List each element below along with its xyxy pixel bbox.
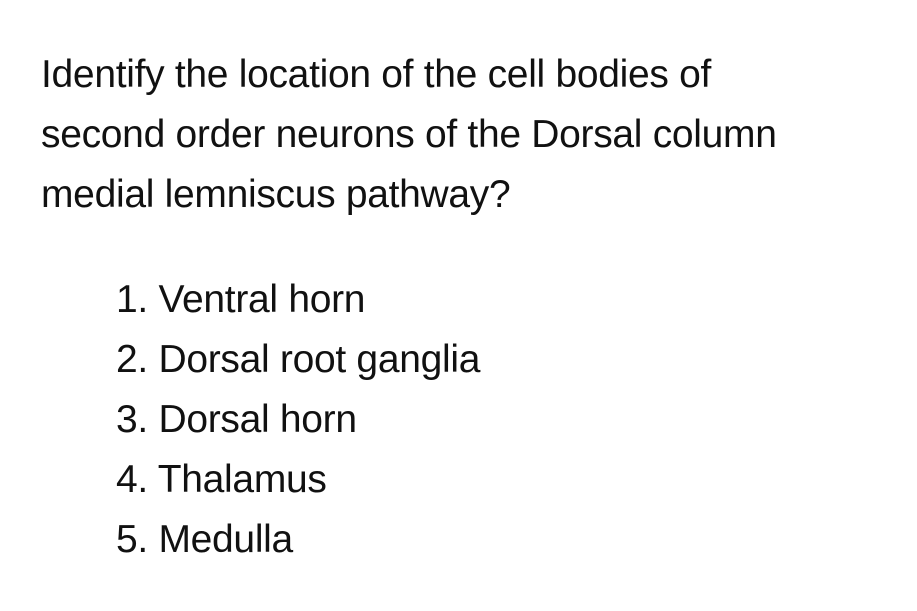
question-text [41, 45, 911, 225]
answer-option-4: 4. Thalamus [116, 458, 327, 501]
question-line: second order neurons of the Dorsal column [41, 113, 777, 156]
answer-option-2: 2. Dorsal root ganglia [116, 338, 481, 381]
answer-options-list [116, 270, 480, 570]
question-line: Identify the location of the cell bodies of [41, 53, 712, 96]
question-line: medial lemniscus pathway? [41, 173, 511, 216]
answer-option-3: 3. Dorsal horn [116, 398, 357, 441]
answer-option-1: 1. Ventral horn [116, 278, 366, 321]
answer-option-5: 5. Medulla [116, 518, 293, 561]
